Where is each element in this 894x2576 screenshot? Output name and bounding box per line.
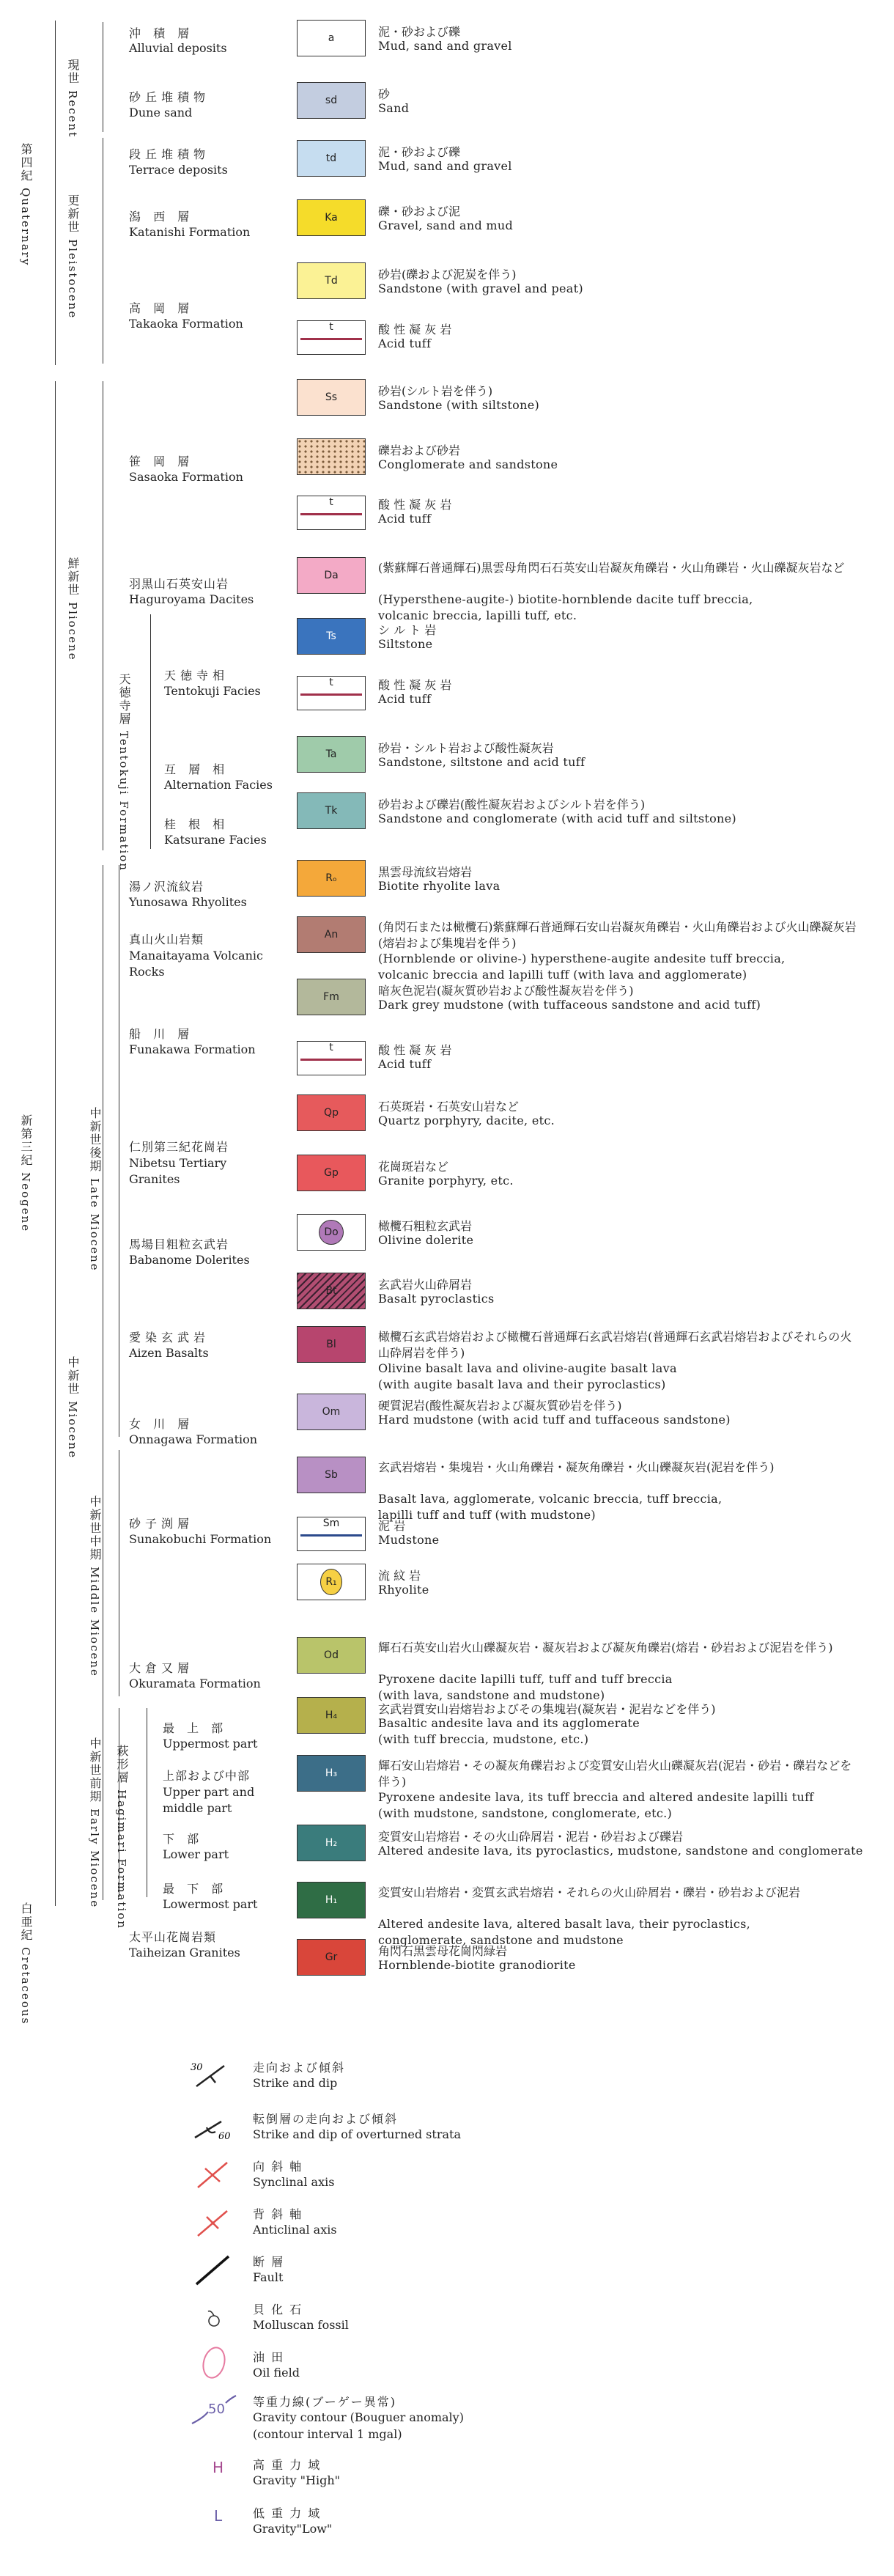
symbol-label-en: Synclinal axis [253,2175,335,2189]
legend-desc-ja: 輝石安山岩熔岩・その凝灰角礫岩および変質安山岩火山礫凝灰岩(泥岩・砂岩・礫岩などを伴う) [378,1759,852,1789]
unit-name-en: Babanome Dolerites [129,1253,250,1267]
symbol-label-en: Molluscan fossil [253,2318,349,2332]
legend-swatch [297,1697,366,1734]
legend-desc-en: Sandstone (with siltstone) [378,398,540,412]
unit-name-en: Okuramata Formation [129,1677,261,1690]
legend-desc-ja: 砂岩および礫岩(酸性凝灰岩およびシルト岩を伴う) [378,798,646,812]
legend-swatch [297,320,366,355]
legend-desc-en: (with tuff breccia, mudstone, etc.) [378,1732,589,1746]
legend-desc-en: Mud, sand and gravel [378,159,512,173]
unit-name-en: Funakawa Formation [129,1042,256,1056]
legend-desc-ja: 砂岩・シルト岩および酸性凝灰岩 [378,741,554,755]
legend-desc-ja: 礫・砂および泥 [378,205,461,218]
unit-name-ja: 砂丘堆積物 [129,90,210,104]
legend-desc-en: (Hornblende or olivine-) hypersthene-augite andesite tuff breccia, [378,952,786,965]
unit-name-en: Sasaoka Formation [129,470,243,484]
legend-desc-ja: 暗灰色泥岩(凝灰質砂岩および酸性凝灰岩を伴う) [378,984,634,998]
legend-swatch [297,1326,366,1363]
legend-desc-ja: 酸 性 凝 灰 岩 [378,678,452,692]
legend-swatch [297,1517,366,1551]
unit-name-en: Dune sand [129,106,193,119]
legend-swatch [297,1637,366,1674]
legend-desc-en: Acid tuff [378,692,432,706]
legend-desc-en: Hornblende-biotite granodiorite [378,1958,576,1972]
legend-swatch [297,1214,366,1251]
legend-code: Sb [325,1469,338,1481]
unit-name-ja: 真山火山岩類 [129,932,204,946]
symbol-label-ja: 転倒層の走向および傾斜 [253,2112,399,2126]
epoch-miocene: 中新世 Miocene [66,1356,80,1460]
unit-name-en: Onnagawa Formation [129,1432,258,1446]
legend-desc-en: Acid tuff [378,1057,432,1071]
legend-desc-ja: 玄武岩熔岩・集塊岩・火山角礫岩・凝灰角礫岩・火山礫凝灰岩(泥岩を伴う) [378,1460,775,1474]
gravity-low-icon: L [214,2507,223,2525]
legend-code: t [329,677,333,688]
legend-code: An [324,929,339,941]
legend-desc-ja: 玄武岩質安山岩熔岩およびその集塊岩(凝灰岩・泥岩などを伴う) [378,1702,716,1716]
epoch-pliocene: 鮮新世 Pliocene [66,557,80,661]
legend-desc-ja: 泥 岩 [378,1519,406,1533]
neogene-bracket [55,381,56,1906]
legend-desc-en: Sandstone, siltstone and acid tuff [378,755,585,769]
legend-code: Do [319,1220,343,1245]
svg-text:30: 30 [191,2062,203,2073]
legend-code: Ka [325,212,338,224]
legend-desc-ja: (紫蘇輝石普通輝石)黒雲母角閃石石英安山岩凝灰角礫岩・火山角礫岩・火山礫凝灰岩など [378,561,845,575]
unit-name-en: Terrace deposits [129,163,228,177]
legend-desc-en: Mud, sand and gravel [378,39,512,53]
legend-swatch [297,1155,366,1191]
legend-swatch [297,860,366,897]
epoch-recent: 現世 Recent [66,59,80,139]
legend-desc-ja: 橄欖石粗粒玄武岩 [378,1219,473,1233]
legend-desc-ja: 変質安山岩熔岩・変質玄武岩熔岩・それらの火山砕屑岩・礫岩・砂岩および泥岩 [378,1885,801,1899]
legend-desc-ja: 玄武岩火山砕屑岩 [378,1278,473,1292]
legend-swatch [297,1394,366,1430]
unit-name-ja: 愛染玄武岩 [129,1331,210,1344]
legend-desc-ja: 流 紋 岩 [378,1569,421,1583]
legend-code: H₄ [325,1710,338,1721]
epoch-pleistocene: 更新世 Pleistocene [66,194,80,320]
period-cretaceous: 白亜紀 Cretaceous [19,1902,33,2025]
legend-desc-en: Hard mudstone (with acid tuff and tuffaceous sandstone) [378,1413,731,1427]
acid-tuff-line [300,693,362,696]
legend-code: Ss [325,391,338,403]
epoch-hagimari: 萩形層 Hagimari Formation [115,1745,129,1929]
unit-name-ja: 高 岡 層 [129,301,194,315]
legend-swatch [297,792,366,829]
unit-name-ja: 段丘堆積物 [129,147,210,161]
unit-name-ja: 下 部 [163,1832,204,1846]
symbol-label-ja: 高 重 力 域 [253,2458,322,2472]
legend-code: Gp [324,1167,339,1179]
unit-name-ja: 仁別第三紀花崗岩 [129,1140,229,1154]
acid-tuff-line [300,513,362,515]
legend-code: Td [325,275,338,287]
tentokuji-bracket [150,614,151,849]
legend-swatch [297,1273,366,1309]
legend-desc-en: Basalt pyroclastics [378,1292,495,1306]
legend-code: R₁ [320,1569,341,1595]
unit-name-ja: 互 層 相 [164,762,229,776]
unit-name-ja: 最 下 部 [163,1882,228,1896]
acid-tuff-line [300,1059,362,1061]
legend-desc-en: Acid tuff [378,336,432,350]
legend-desc-en: Gravel, sand and mud [378,218,514,232]
legend-code: a [328,32,335,44]
unit-name-ja: 船 川 層 [129,1027,194,1041]
unit-name-ja: 羽黒山石英安山岩 [129,577,229,591]
unit-name-en: Katsurane Facies [164,833,267,847]
legend-desc-ja: 輝石石英安山岩火山礫凝灰岩・凝灰岩および凝灰角礫岩(熔岩・砂岩および泥岩を伴う) [378,1641,833,1655]
legend-desc-en: Altered andesite lava, its pyroclastics, mudstone, sandstone and conglomerate [378,1844,863,1858]
unit-name-en: Uppermost part [163,1737,258,1751]
legend-code: Od [324,1649,339,1661]
epoch-middle-miocene: 中新世中期 Middle Miocene [88,1495,102,1677]
legend-code: Sm [322,1517,340,1529]
legend-desc-ja: 橄欖石玄武岩熔岩および橄欖石普通輝石玄武岩熔岩(普通輝石玄武岩熔岩およびそれらの火山砕屑岩を伴う) [378,1330,852,1360]
legend-desc-en: Pyroxene andesite lava, its tuff breccia and altered andesite lapilli tuff [378,1790,814,1804]
unit-name-ja: 笹 岡 層 [129,455,194,468]
legend-desc-en: Dark grey mudstone (with tuffaceous sandstone and acid tuff) [378,998,761,1012]
unit-name-en: Lower part [163,1847,229,1861]
unit-name-ja: 沖 積 層 [129,26,194,40]
period-quaternary: 第四紀 Quaternary [19,143,33,267]
legend-desc-en: Sand [378,101,410,115]
legend-desc-en: Basaltic andesite lava and its agglomerate [378,1716,640,1730]
legend-desc-ja: 砂岩(礫および泥炭を伴う) [378,268,517,281]
legend-swatch [297,618,366,655]
legend-desc-en: (with augite basalt lava and their pyroclastics) [378,1377,666,1391]
legend-desc-ja: 変質安山岩熔岩・その火山砕屑岩・泥岩・砂岩および礫岩 [378,1830,684,1844]
legend-desc-en: Sandstone and conglomerate (with acid tuff and siltstone) [378,812,736,825]
legend-code: Ta [325,748,337,760]
legend-desc-en: Quartz porphyry, dacite, etc. [378,1114,555,1127]
legend-desc-en: Acid tuff [378,512,432,526]
symbol-label-ja: 走向および傾斜 [253,2061,346,2075]
acid-tuff-line [300,338,362,340]
unit-name-ja: 上部および中部 [163,1769,251,1783]
unit-name-en: Upper part and middle part [163,1785,255,1815]
symbol-label-en: Strike and dip [253,2076,338,2090]
legend-code: td [325,152,337,164]
legend-swatch [297,1882,366,1918]
legend-code: Fm [323,991,339,1003]
legend-desc-en: Biotite rhyolite lava [378,879,500,893]
legend-swatch [297,140,366,177]
legend-swatch [297,20,366,56]
unit-name-en: Alluvial deposits [129,41,227,55]
symbol-label-ja: 等重力線(ブーゲー異常) [253,2395,397,2409]
symbol-label-ja: 向 斜 軸 [253,2160,303,2174]
legend-code: H₃ [325,1767,338,1779]
legend-swatch [297,979,366,1015]
molluscan-fossil-icon [189,2302,237,2336]
legend-desc-ja: 酸 性 凝 灰 岩 [378,1043,452,1057]
legend-desc-en: Basalt lava, agglomerate, volcanic breccia, tuff breccia, [378,1492,723,1506]
unit-name-en: Tentokuji Facies [164,684,261,698]
epoch-early-miocene: 中新世前期 Early Miocene [88,1737,102,1909]
legend-desc-en: conglomerate, sandstone and mudstone [378,1933,624,1947]
symbol-label-en: Anticlinal axis [253,2223,337,2237]
synclinal-axis-icon [189,2158,237,2192]
unit-name-ja: 最 上 部 [163,1721,228,1735]
unit-name-ja: 砂子渕層 [129,1517,194,1531]
unit-name-ja: 大倉又層 [129,1661,194,1675]
legend-desc-ja: 泥・砂および礫 [378,25,461,39]
legend-code: Tk [325,805,338,817]
legend-swatch [297,1094,366,1131]
legend-swatch [297,557,366,594]
unit-name-ja: 馬場目粗粒玄武岩 [129,1237,229,1251]
legend-swatch [297,379,366,416]
gravity-high-icon: H [213,2459,224,2476]
legend-code: sd [325,95,338,106]
symbol-label-ja: 断 層 [253,2255,285,2269]
unit-name-ja: 天徳寺相 [164,669,229,682]
mudstone-line [300,1534,362,1537]
epoch-late-miocene: 中新世後期 Late Miocene [88,1107,102,1272]
unit-name-en: Katanishi Formation [129,225,251,239]
symbol-label-en: (contour interval 1 mgal) [253,2427,402,2441]
legend-desc-en: Granite porphyry, etc. [378,1174,514,1188]
unit-name-en: Yunosawa Rhyolites [129,895,247,909]
symbol-label-en: Gravity"Low" [253,2522,333,2536]
legend-desc-ja: シ ル ト 岩 [378,623,437,637]
legend-desc-en: Olivine basalt lava and olivine-augite basalt lava [378,1361,677,1375]
symbol-label-en: Oil field [253,2366,300,2380]
legend-swatch [297,438,366,475]
legend-swatch [297,496,366,530]
legend-desc-ja: 石英斑岩・石英安山岩など [378,1100,520,1114]
legend-code: Bl [326,1339,336,1350]
legend-swatch [297,199,366,236]
legend-desc-en: Conglomerate and sandstone [378,457,558,471]
legend-desc-en: lapilli tuff and tuff (with mudstone) [378,1508,596,1522]
legend-swatch [297,1825,366,1861]
symbol-label-ja: 油 田 [253,2350,285,2364]
legend-desc-en: Altered andesite lava, altered basalt lava, their pyroclastics, [378,1917,751,1931]
symbol-label-ja: 低 重 力 域 [253,2506,322,2520]
legend-desc-ja: 黒雲母流紋岩熔岩 [378,865,473,879]
legend-code: t [329,321,333,333]
legend-swatch [297,1041,366,1075]
legend-desc-ja: 酸 性 凝 灰 岩 [378,498,452,512]
legend-swatch [297,1564,366,1600]
unit-name-en: Sunakobuchi Formation [129,1532,272,1546]
legend-desc-en: Siltstone [378,637,433,651]
legend-swatch [297,1939,366,1976]
legend-code: t [329,496,333,508]
legend-swatch [297,676,366,710]
legend-desc-ja: 花崗斑岩など [378,1160,449,1174]
legend-desc-en: Olivine dolerite [378,1233,474,1247]
legend-code: Rₒ [325,872,337,884]
legend-swatch [297,82,366,119]
strike-dip-icon [189,2058,237,2092]
legend-desc-ja: 砂 [378,87,391,101]
quaternary-bracket [55,21,56,365]
legend-code: H₂ [325,1837,338,1849]
svg-text:50: 50 [208,2402,225,2417]
unit-name-ja: 太平山花崗岩類 [129,1930,217,1944]
legend-desc-en: Rhyolite [378,1583,429,1597]
legend-desc-en: Sandstone (with gravel and peat) [378,281,583,295]
unit-name-en: Haguroyama Dacites [129,592,254,606]
unit-name-ja: 潟 西 層 [129,210,194,224]
period-neogene: 新第三紀 Neogene [19,1114,33,1233]
gravity-contour-icon [189,2393,237,2426]
legend-code: Da [324,570,339,581]
legend-desc-ja: 礫岩および砂岩 [378,444,461,457]
legend-desc-ja: 酸 性 凝 灰 岩 [378,323,452,336]
svg-text:60: 60 [218,2131,231,2142]
legend-code: H₁ [325,1894,338,1906]
legend-desc-en: (with lava, sandstone and mudstone) [378,1688,605,1702]
legend-swatch [297,1457,366,1493]
legend-code: Qp [324,1107,339,1119]
legend-desc-ja: 角閃石黒雲母花崗閃緑岩 [378,1944,508,1958]
legend-desc-ja: (角閃石または橄欖石)紫蘇輝石普通輝石安山岩凝灰角礫岩・火山角礫岩および火山礫凝灰岩(熔岩および集塊岩を伴う) [378,920,857,950]
legend-swatch [297,1755,366,1792]
legend-desc-ja: 硬質泥岩(酸性凝灰岩および凝灰質砂岩を伴う) [378,1399,622,1413]
legend-desc-en: volcanic breccia and lapilli tuff (with lava and agglomerate) [378,968,747,982]
legend-swatch [297,262,366,299]
symbol-label-en: Fault [253,2270,284,2284]
unit-name-en: Takaoka Formation [129,317,243,331]
legend-code: Om [322,1406,341,1418]
symbol-label-en: Gravity contour (Bouguer anomaly) [253,2410,464,2424]
unit-name-en: Alternation Facies [164,778,273,792]
unit-name-en: Lowermost part [163,1897,258,1911]
unit-name-ja: 桂 根 相 [164,817,229,831]
symbol-label-en: Strike and dip of overturned strata [253,2127,461,2141]
legend-desc-en: (Hypersthene-augite-) biotite-hornblende dacite tuff breccia, [378,592,753,606]
legend-desc-en: Mudstone [378,1533,440,1547]
anticlinal-axis-icon [189,2207,237,2240]
legend-desc-en: volcanic breccia, lapilli tuff, etc. [378,608,577,622]
unit-name-en: Manaitayama Volcanic Rocks [129,949,263,979]
unit-name-en: Aizen Basalts [129,1346,209,1360]
symbol-label-ja: 貝 化 石 [253,2303,303,2316]
legend-swatch [297,736,366,773]
overturned-strike-dip-icon [189,2111,237,2145]
legend-code: Bt [325,1285,337,1297]
legend-code: t [329,1042,333,1053]
oil-field-icon [189,2346,237,2380]
legend-code: Gr [325,1951,338,1963]
symbol-label-ja: 背 斜 軸 [253,2207,303,2221]
legend-swatch [297,916,366,953]
unit-name-ja: 湯ノ沢流紋岩 [129,880,204,894]
legend-desc-ja: 泥・砂および礫 [378,145,461,159]
legend-desc-en: (with mudstone, sandstone, conglomerate, etc.) [378,1806,673,1820]
legend-desc-en: Pyroxene dacite lapilli tuff, tuff and tuff breccia [378,1672,673,1686]
unit-name-en: Taiheizan Granites [129,1946,240,1959]
epoch-tentokuji: 天徳寺層 Tentokuji Formation [117,673,131,872]
unit-name-ja: 女 川 層 [129,1417,194,1431]
legend-desc-ja: 砂岩(シルト岩を伴う) [378,384,493,398]
legend-code: Ts [326,630,336,642]
symbol-label-en: Gravity "High" [253,2473,341,2487]
unit-name-en: Nibetsu Tertiary Granites [129,1156,227,1186]
fault-icon [189,2253,237,2287]
